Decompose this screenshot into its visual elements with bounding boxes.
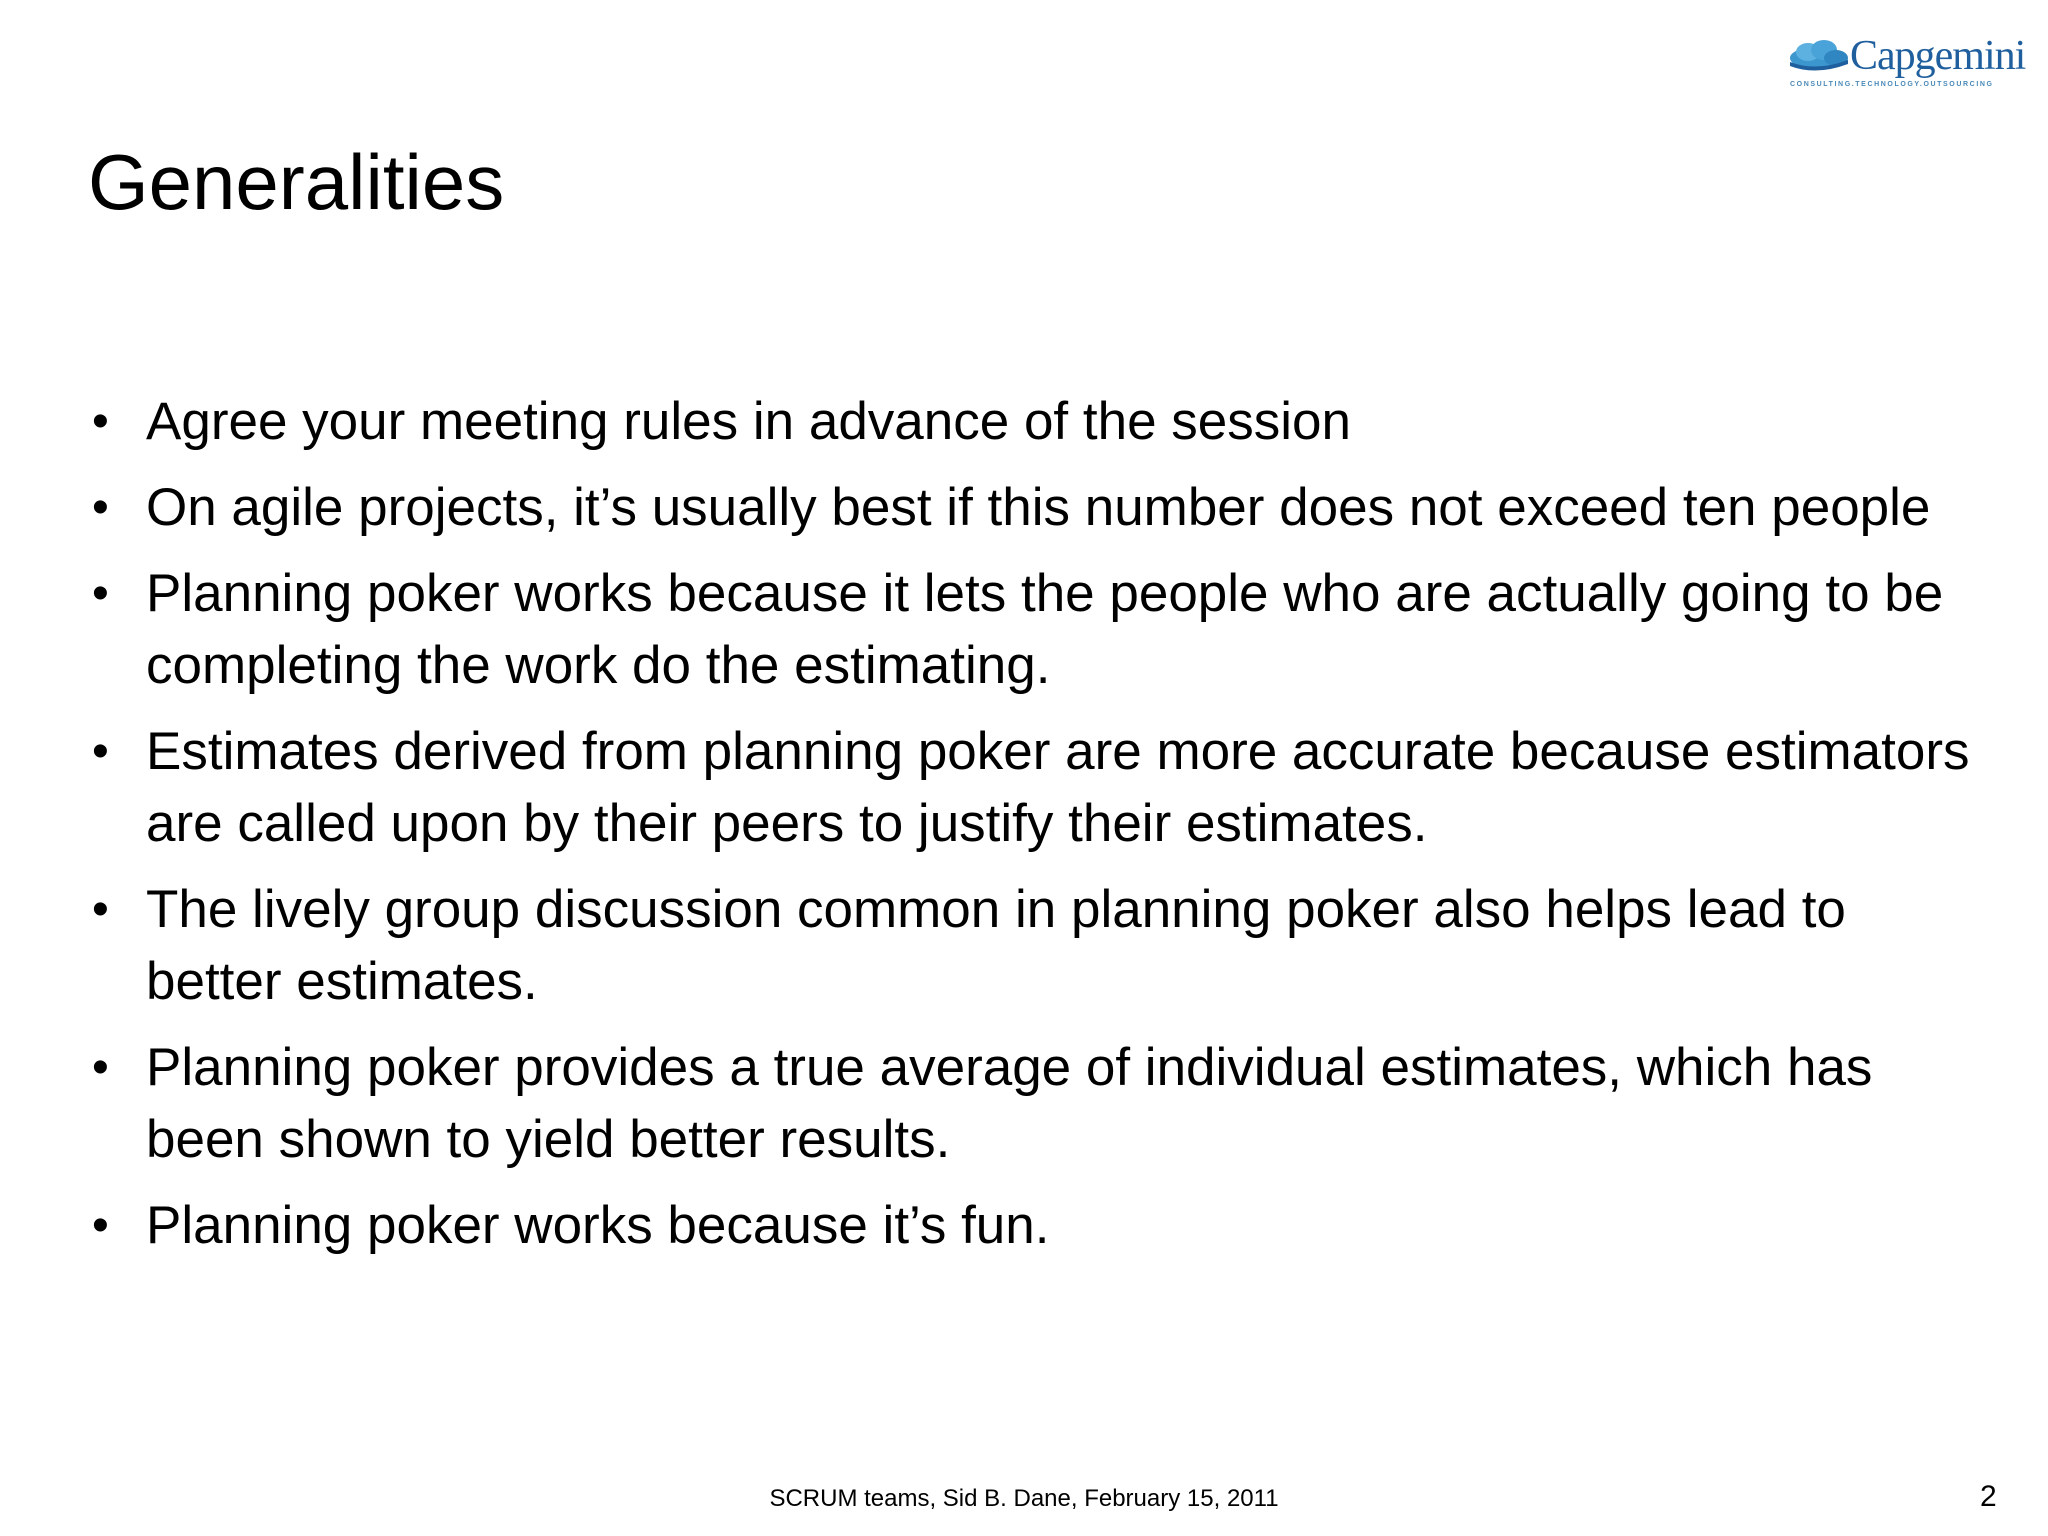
logo-tagline: CONSULTING.TECHNOLOGY.OUTSOURCING [1790, 81, 1994, 88]
capgemini-logo [1786, 32, 2026, 96]
page-number: 2 [1980, 1480, 1997, 1513]
bullet-marker: • [92, 395, 109, 448]
bullet-item [88, 1032, 1988, 1176]
bullet-text: The lively group discussion common in planning poker also helps lead to better estimates. [146, 880, 1846, 1011]
bullet-item [88, 472, 1988, 544]
bullet-marker: • [92, 1041, 109, 1094]
bullet-item [88, 874, 1988, 1018]
slide-title: Generalities [88, 138, 505, 226]
bullet-marker: • [92, 725, 109, 778]
bullet-text: On agile projects, it’s usually best if this number does not exceed ten people [146, 478, 1931, 537]
bullet-marker: • [92, 567, 109, 620]
bullet-item [88, 558, 1988, 702]
bullet-item [88, 1190, 1988, 1262]
bullet-marker: • [92, 883, 109, 936]
cloud-icon [1786, 38, 1852, 74]
bullet-item [88, 386, 1988, 458]
bullet-text: Agree your meeting rules in advance of the session [146, 392, 1351, 451]
bullet-marker: • [92, 481, 109, 534]
bullet-text: Planning poker provides a true average of individual estimates, which has been shown to yield better results. [146, 1038, 1873, 1169]
bullet-text: Estimates derived from planning poker are more accurate because estimators are called upon by their peers to justify their estimates. [146, 722, 1970, 853]
bullet-list [88, 386, 1988, 1276]
slide-footer: SCRUM teams, Sid B. Dane, February 15, 2011 [769, 1485, 1279, 1512]
bullet-item [88, 716, 1988, 860]
bullet-text: Planning poker works because it lets the people who are actually going to be completing the work do the estimating. [146, 564, 1944, 695]
bullet-marker: • [92, 1199, 109, 1252]
logo-wordmark: Capgemini [1850, 33, 2026, 79]
bullet-text: Planning poker works because it’s fun. [146, 1196, 1050, 1255]
